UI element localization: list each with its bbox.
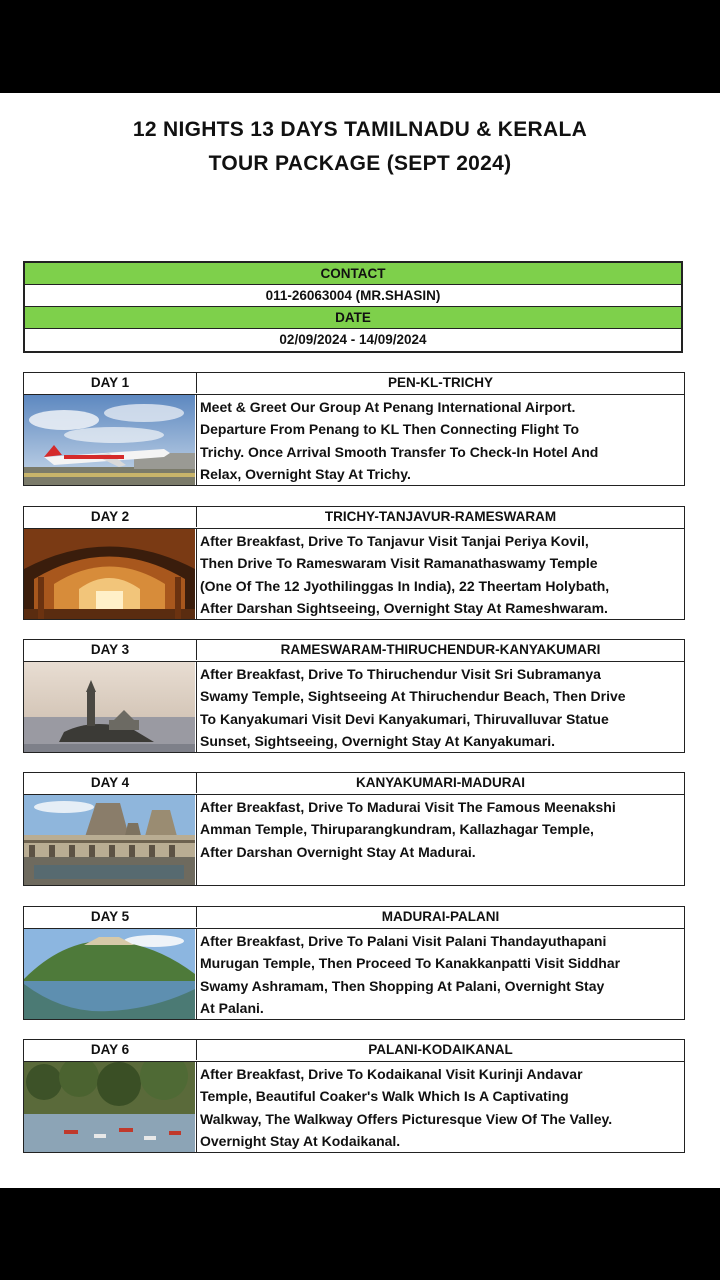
desc-line: Overnight Stay At Kodaikanal. [200,1132,401,1149]
contact-label: CONTACT [25,263,681,285]
day-label: DAY 4 [24,773,197,793]
day-description [200,663,680,752]
desc-line: Amman Temple, Thiruparangkundram, Kallazhagar Temple, [200,821,594,838]
hill-lake-photo [24,929,197,1019]
desc-line: (One Of The 12 Jyothilinggas In India), 22 Theertam Holybath, [200,577,610,594]
day-header [24,507,684,529]
day-route: KANYAKUMARI-MADURAI [356,775,525,790]
desc-line: Departure From Penang to KL Then Connecting Flight To [200,421,580,438]
day-header [24,640,684,662]
temple-towers-photo [24,795,197,885]
contact-value: 011-26063004 (MR.SHASIN) [25,285,681,307]
desc-line: Walkway, The Walkway Offers Picturesque View Of The Valley. [200,1110,613,1127]
desc-line: Meet & Greet Our Group At Penang International Airport. [200,399,576,415]
day-route: TRICHY-TANJAVUR-RAMESWARAM [324,509,557,524]
day-1-block [23,372,685,486]
day-header [24,773,684,795]
desc-line: After Darshan Overnight Stay At Madurai. [200,843,476,860]
day-label: DAY 3 [24,640,197,660]
day-3-block [23,639,685,753]
desc-line: Sunset, Sightseeing, Overnight Stay At Kanyakumari. [200,732,556,749]
title-line-2: TOUR PACKAGE (SEPT 2024) [208,152,512,175]
desc-line: Then Drive To Rameswaram Visit Ramanathaswamy Temple [200,555,598,572]
lake-boats-photo [24,1062,197,1152]
statue-rock-sea-photo [24,662,197,752]
itinerary-sheet [0,93,720,1188]
day-label: DAY 6 [24,1040,197,1060]
day-route: MADURAI-PALANI [381,909,500,924]
date-value: 02/09/2024 - 14/09/2024 [279,332,427,347]
day-header [24,373,684,395]
day-route: PEN-KL-TRICHY [388,375,493,390]
day-description [200,930,680,1019]
desc-line: To Kanyakumari Visit Devi Kanyakumari, Thiruvalluvar Statue [200,710,609,727]
desc-line: At Palani. [200,999,264,1016]
desc-line: After Breakfast, Drive To Madurai Visit The Famous Meenakshi [200,799,616,815]
desc-line: Murugan Temple, Then Proceed To Kanakkanpatti Visit Siddhar [200,955,621,972]
day-header [24,1040,684,1062]
desc-line: Swamy Temple, Sightseeing At Thiruchendur Beach, Then Drive [200,688,626,705]
contact-table [23,261,683,353]
day-4-block [23,772,685,886]
desc-line: After Darshan Sightseeing, Overnight Stay At Rameshwaram. [200,599,608,616]
day-route: RAMESWARAM-THIRUCHENDUR-KANYAKUMARI [280,642,601,657]
day-description [200,530,680,619]
desc-line: Temple, Beautiful Coaker's Walk Which Is A Captivating [200,1088,569,1105]
desc-line: After Breakfast, Drive To Tanjavur Visit Tanjai Periya Kovil, [200,533,589,549]
temple-corridor-photo [24,529,197,619]
day-label: DAY 2 [24,507,197,527]
day-description [200,396,680,485]
date-label: DATE [25,307,681,329]
day-label: DAY 5 [24,907,197,927]
day-description [200,796,680,863]
day-5-block [23,906,685,1020]
day-header [24,907,684,929]
desc-line: Trichy. Once Arrival Smooth Transfer To Check-In Hotel And [200,443,599,460]
day-label: DAY 1 [24,373,197,393]
day-route: PALANI-KODAIKANAL [368,1042,513,1057]
desc-line: After Breakfast, Drive To Palani Visit Palani Thandayuthapani [200,933,607,949]
airplane-photo [24,395,197,485]
day-6-block [23,1039,685,1153]
desc-line: Relax, Overnight Stay At Trichy. [200,465,411,482]
title-line-1: 12 NIGHTS 13 DAYS TAMILNADU & KERALA [132,118,588,141]
page-title [40,113,680,181]
day-description [200,1063,680,1152]
day-2-block [23,506,685,620]
desc-line: After Breakfast, Drive To Kodaikanal Visit Kurinji Andavar [200,1066,583,1082]
desc-line: Swamy Ashramam, Then Shopping At Palani, Overnight Stay [200,977,605,994]
desc-line: After Breakfast, Drive To Thiruchendur Visit Sri Subramanya [200,666,601,682]
